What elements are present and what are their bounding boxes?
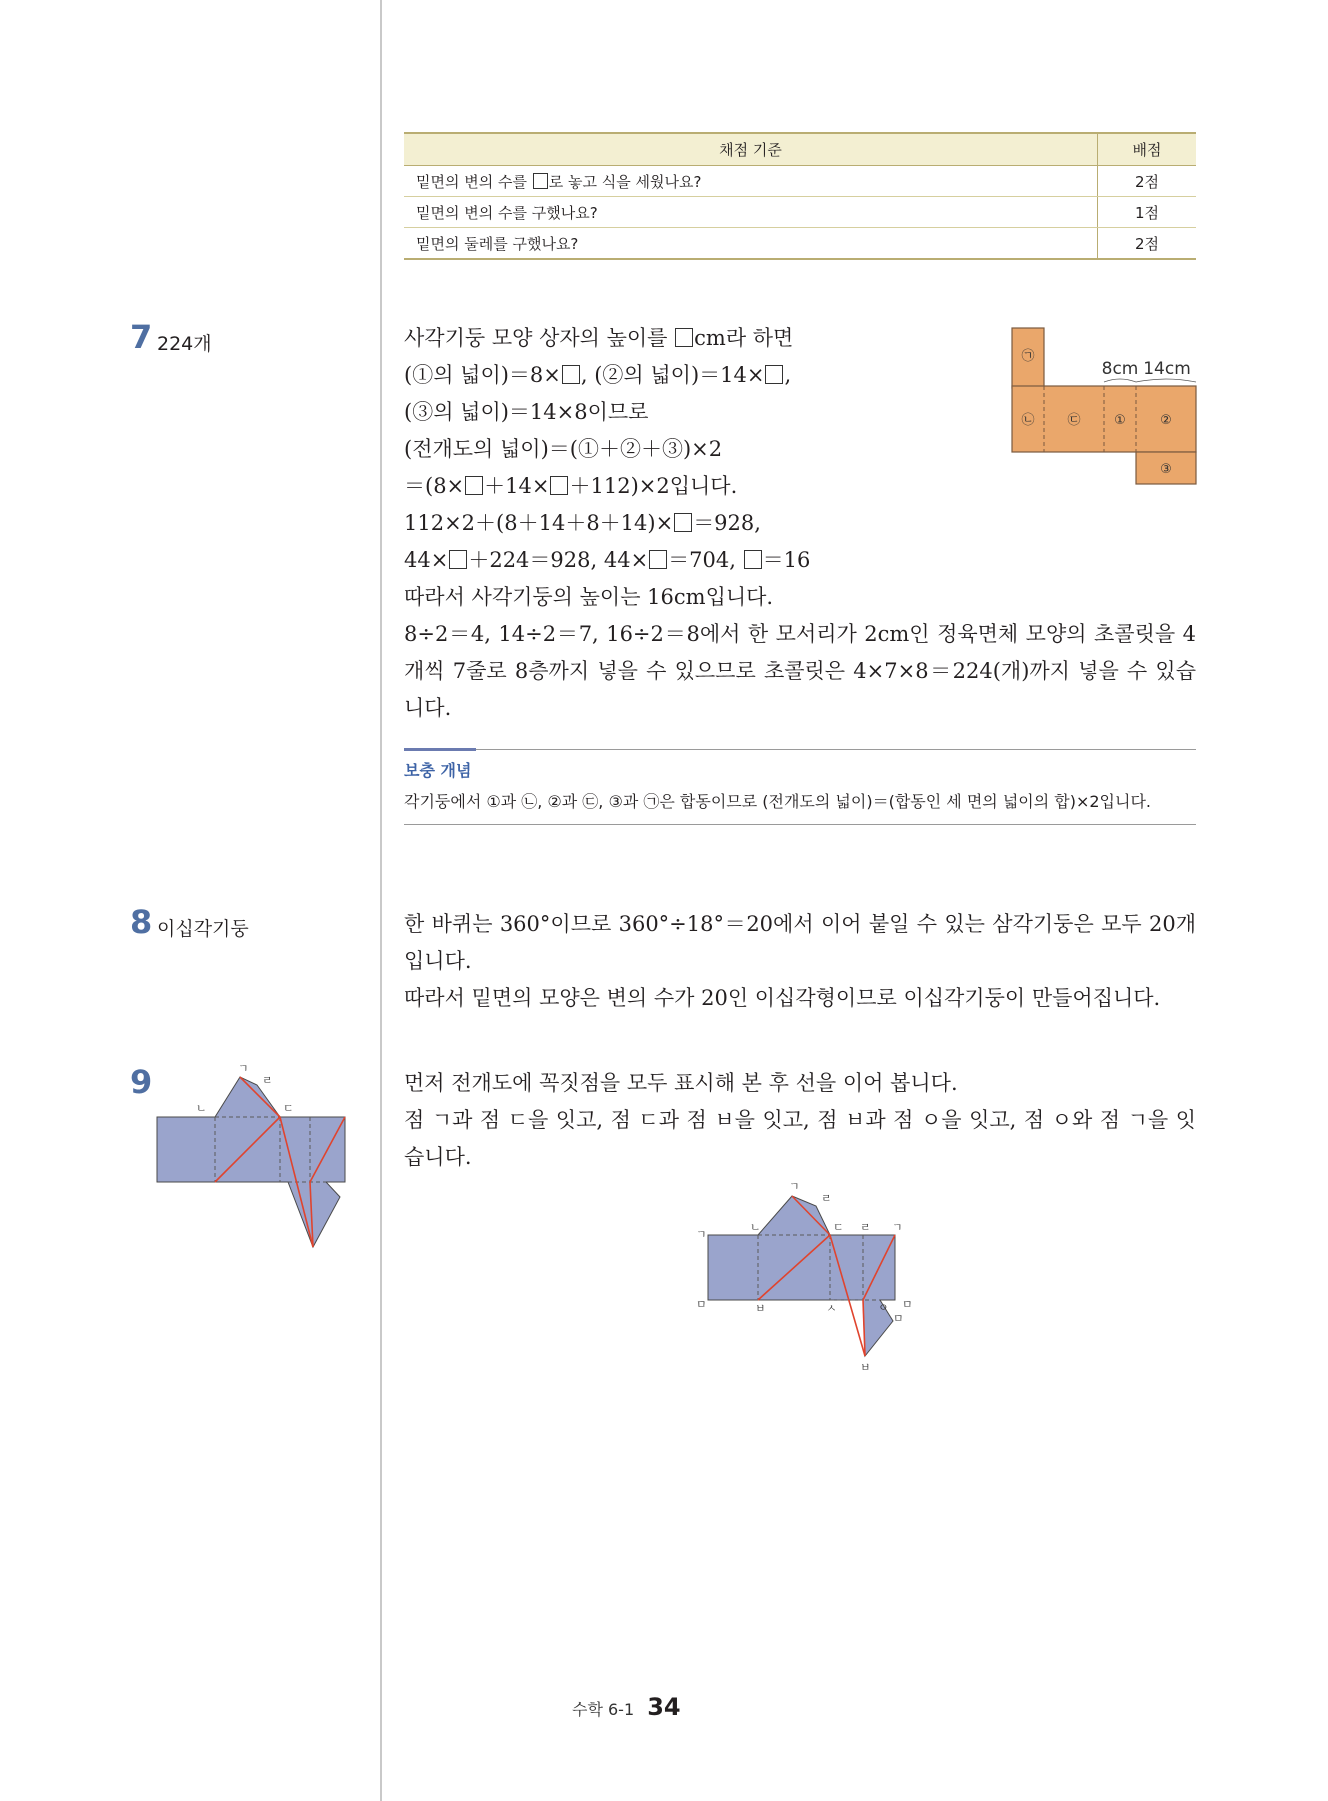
- solution-line: 따라서 사각기둥의 높이는 16cm입니다.: [404, 585, 774, 609]
- criteria-cell: 밑면의 변의 수를 로 놓고 식을 세웠나요?: [404, 166, 1098, 197]
- svg-text:ㄹ: ㄹ: [821, 1192, 832, 1205]
- criteria-cell: 밑면의 변의 수를 구했나요?: [404, 197, 1098, 228]
- svg-text:ㅂ: ㅂ: [755, 1302, 766, 1315]
- svg-text:ㄱ: ㄱ: [238, 1062, 249, 1075]
- column-divider: [380, 0, 382, 1801]
- problem-number-9: 9: [130, 1063, 153, 1101]
- svg-text:ㅁ: ㅁ: [696, 1298, 707, 1311]
- scoring-table: [404, 132, 1196, 260]
- header-points: 배점: [1098, 133, 1197, 166]
- svg-text:ㄴ: ㄴ: [750, 1221, 761, 1234]
- box-net-figure: [1010, 326, 1200, 488]
- solution-line: 사각기둥 모양 상자의 높이를 cm라 하면: [404, 326, 794, 350]
- table-row: [404, 197, 1196, 228]
- label-1: ①: [1114, 413, 1126, 428]
- svg-text:ㅁ: ㅁ: [902, 1298, 913, 1311]
- svg-text:ㄹ: ㄹ: [860, 1221, 871, 1234]
- answer-7: 224개: [157, 333, 212, 355]
- concept-title: 보충 개념: [404, 761, 472, 780]
- svg-text:ㅂ: ㅂ: [860, 1361, 871, 1374]
- points-cell: 2점: [1098, 166, 1197, 197]
- table-row: [404, 166, 1196, 197]
- svg-text:ㄷ: ㄷ: [283, 1102, 294, 1115]
- label-g: ㉠: [1021, 349, 1035, 364]
- solution-line: 따라서 밑면의 모양은 변의 수가 20인 이십각형이므로 이십각기둥이 만들어집니다.: [404, 986, 1161, 1010]
- solution-9: [404, 1065, 1196, 1176]
- dim-14cm: 14cm: [1143, 359, 1191, 379]
- problem-number-8: 8: [130, 903, 153, 941]
- svg-text:ㄴ: ㄴ: [196, 1102, 207, 1115]
- points-cell: 1점: [1098, 197, 1197, 228]
- solution-line: 112×2＋(8＋14＋8＋14)× ＝928,: [404, 511, 761, 535]
- svg-text:ㄹ: ㄹ: [262, 1074, 273, 1087]
- concept-text: 각기둥에서 ①과 ㉡, ②과 ㉢, ③과 ㉠은 합동이므로 (전개도의 넓이)＝(합동인 세 면의 넓이의 합)×2입니다.: [404, 792, 1152, 811]
- solution-line: (③의 넓이)＝14×8이므로: [404, 400, 649, 424]
- label-3: ③: [1160, 462, 1172, 477]
- svg-text:ㄱ: ㄱ: [789, 1180, 800, 1193]
- svg-text:ㄱ: ㄱ: [892, 1221, 903, 1234]
- header-criteria: 채점 기준: [404, 133, 1098, 166]
- criteria-cell: 밑면의 둘레를 구했나요?: [404, 228, 1098, 260]
- solution-8: [404, 906, 1196, 1017]
- svg-text:ㅅ: ㅅ: [826, 1302, 837, 1315]
- solution-line: ＝(8× ＋14× ＋112)×2입니다.: [404, 474, 738, 498]
- concept-box: [404, 749, 1196, 825]
- small-net-figure: [150, 1060, 350, 1255]
- answer-8: 이십각기둥: [157, 918, 249, 940]
- dim-8cm: 8cm: [1101, 359, 1139, 379]
- label-2: ②: [1160, 413, 1172, 428]
- svg-text:ㅁ: ㅁ: [893, 1312, 904, 1325]
- labeled-net-figure: [680, 1170, 920, 1385]
- svg-text:ㄱ: ㄱ: [696, 1228, 707, 1241]
- solution-line: (전개도의 넓이)＝(①＋②＋③)×2: [404, 437, 723, 461]
- table-row: [404, 228, 1196, 260]
- svg-text:ㅇ: ㅇ: [878, 1301, 889, 1314]
- footer-label: 수학 6-1: [572, 1700, 635, 1719]
- page-number: 34: [647, 1693, 681, 1721]
- page-footer: [572, 1693, 681, 1721]
- problem-number-7: 7: [130, 318, 153, 356]
- solution-paragraph: 8÷2＝4, 14÷2＝7, 16÷2＝8에서 한 모서리가 2cm인 정육면체 모양의 초콜릿을 4개씩 7줄로 8층까지 넣을 수 있으므로 초콜릿은 4×7×8＝224(개)까지 넣을 수 있습니다.: [404, 622, 1196, 720]
- solution-line: (①의 넓이)＝8× , (②의 넓이)＝14× ,: [404, 363, 792, 387]
- solution-line: 먼저 전개도에 꼭짓점을 모두 표시해 본 후 선을 이어 봅니다.: [404, 1071, 958, 1095]
- svg-text:ㄷ: ㄷ: [833, 1221, 844, 1234]
- points-cell: 2점: [1098, 228, 1197, 260]
- label-d: ㉢: [1067, 413, 1081, 428]
- solution-line: 44× ＋224＝928, 44× ＝704, ＝16: [404, 548, 811, 572]
- solution-line: 한 바퀴는 360°이므로 360°÷18°＝20에서 이어 붙일 수 있는 삼각기둥은 모두 20개입니다.: [404, 912, 1196, 973]
- solution-line: 점 ㄱ과 점 ㄷ을 잇고, 점 ㄷ과 점 ㅂ을 잇고, 점 ㅂ과 점 ㅇ을 잇고, 점 ㅇ와 점 ㄱ을 잇습니다.: [404, 1108, 1196, 1169]
- label-n: ㉡: [1021, 413, 1035, 428]
